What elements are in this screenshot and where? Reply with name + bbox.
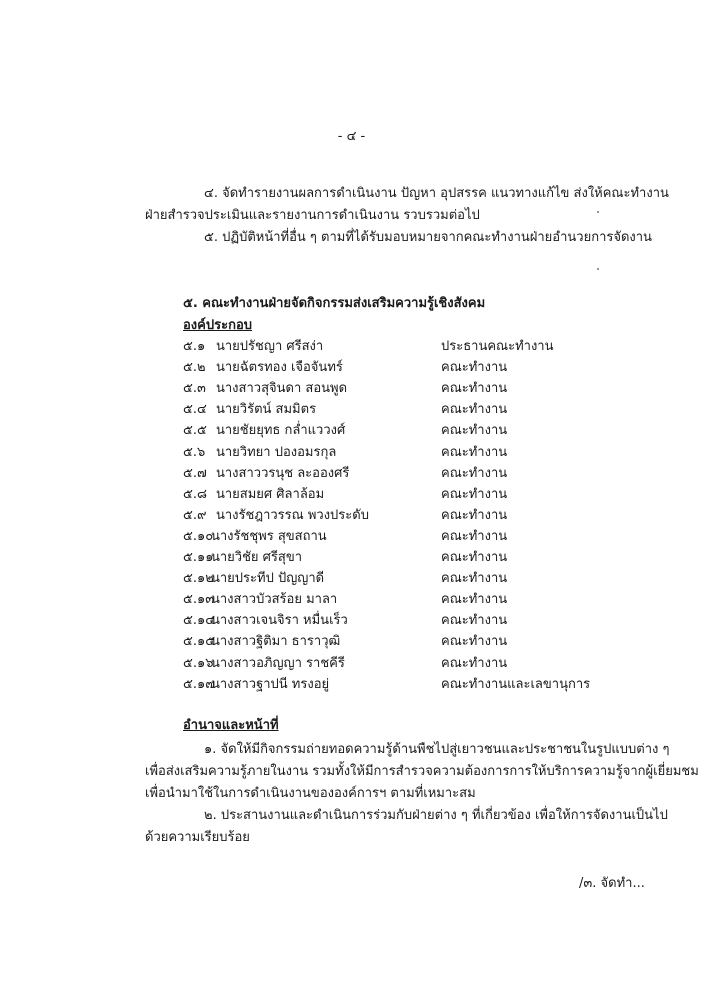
member-role: คณะทำงาน xyxy=(441,571,508,586)
scan-speck xyxy=(597,211,599,213)
member-role: คณะทำงาน xyxy=(441,529,508,544)
member-role: คณะทำงาน xyxy=(441,445,508,460)
member-number: ๕.๑๕ xyxy=(183,634,216,649)
member-number: ๕.๑๒ xyxy=(183,571,214,586)
member-number: ๕.๕ xyxy=(183,423,207,438)
intro-item4-line1: ๔. จัดทำรายงานผลการดำเนินงาน ปัญหา อุปสรรค แนวทางแก้ไข ส่งให้คณะทำงาน xyxy=(204,186,669,201)
member-number: ๕.๖ xyxy=(183,445,206,460)
member-number: ๕.๑๗ xyxy=(183,677,215,692)
duty1-line3: เพื่อนำมาใช้ในการดำเนินงานขององค์การฯ ตามที่เหมาะสม xyxy=(145,786,476,801)
section-title: ๕. คณะทำงานฝ่ายจัดกิจกรรมส่งเสริมความรู้เชิงสังคม xyxy=(183,296,486,311)
member-name: นางสาวเจนจิรา หมื่นเร็ว xyxy=(211,613,348,628)
member-name: นางรัชฎาวรรณ พวงประดับ xyxy=(216,508,369,523)
scan-speck xyxy=(597,268,599,270)
member-number: ๕.๑๓ xyxy=(183,592,215,607)
member-number: ๕.๒ xyxy=(183,360,206,375)
member-name: นางสาวอภิญญา ราชคีรี xyxy=(211,656,345,671)
member-role: คณะทำงาน xyxy=(441,508,508,523)
member-role: คณะทำงาน xyxy=(441,466,508,481)
member-role: คณะทำงาน xyxy=(441,613,508,628)
member-role: คณะทำงาน xyxy=(441,592,508,607)
duty1-line2: เพื่อส่งเสริมความรู้ภายในงาน รวมทั้งให้มีการสำรวจความต้องการการให้บริการความรู้จากผู้เยี่ยมชม xyxy=(145,764,699,779)
member-role: คณะทำงาน xyxy=(441,402,508,417)
member-number: ๕.๓ xyxy=(183,381,206,396)
member-role: ประธานคณะทำงาน xyxy=(441,339,554,354)
member-role: คณะทำงาน xyxy=(441,550,508,565)
member-role: คณะทำงาน xyxy=(441,423,508,438)
continuation-marker: /๓. จัดทำ... xyxy=(579,876,645,891)
member-name: นายประทีป ปัญญาดี xyxy=(211,571,325,586)
member-name: นายฉัตรทอง เจือจันทร์ xyxy=(216,360,343,375)
duty2-line1: ๒. ประสานงานและดำเนินการร่วมกับฝ่ายต่าง ๆ ที่เกี่ยวข้อง เพื่อให้การจัดงานเป็นไป xyxy=(204,808,668,823)
member-number: ๕.๔ xyxy=(183,402,207,417)
duty2-line2: ด้วยความเรียบร้อย xyxy=(145,830,250,845)
member-number: ๕.๘ xyxy=(183,487,208,502)
member-name: นางสาววรนุช ละอองศรี xyxy=(216,466,350,481)
member-role: คณะทำงาน xyxy=(441,487,508,502)
member-name: นายสมยศ ศิลาล้อม xyxy=(216,487,325,502)
member-name: นายวิทยา ปองอมรกุล xyxy=(216,445,337,460)
member-name: นายวิรัตน์ สมมิตร xyxy=(216,402,317,417)
member-name: นางรัชชุพร สุขสถาน xyxy=(211,529,327,544)
intro-item5: ๕. ปฏิบัติหน้าที่อื่น ๆ ตามที่ได้รับมอบหมายจากคณะทำงานฝ่ายอำนวยการจัดงาน xyxy=(204,230,652,245)
member-role: คณะทำงาน xyxy=(441,381,508,396)
member-number: ๕.๙ xyxy=(183,508,207,523)
member-role: คณะทำงาน xyxy=(441,634,508,649)
member-number: ๕.๑๑ xyxy=(183,550,214,565)
member-name: นางสาวบัวสร้อย มาลา xyxy=(211,592,338,607)
member-number: ๕.๑ xyxy=(183,339,206,354)
duty1-line1: ๑. จัดให้มีกิจกรรมถ่ายทอดความรู้ด้านพืชไปสู่เยาวชนและประชาชนในรูปแบบต่าง ๆ xyxy=(204,742,670,757)
member-number: ๕.๗ xyxy=(183,466,207,481)
member-role: คณะทำงานและเลขานุการ xyxy=(441,677,591,692)
member-number: ๕.๑๔ xyxy=(183,613,216,628)
member-role: คณะทำงาน xyxy=(441,656,508,671)
page-number: - ๔ - xyxy=(337,129,366,144)
member-name: นายชัยยุทธ กล่ำแววงศ์ xyxy=(216,423,346,438)
member-name: นายปรัชญา ศรีสง่า xyxy=(216,339,324,354)
intro-item4-line2: ฝ่ายสำรวจประเมินและรายงานการดำเนินงาน รวบรวมต่อไป xyxy=(145,208,480,223)
member-number: ๕.๑๖ xyxy=(183,656,214,671)
member-number: ๕.๑๐ xyxy=(183,529,214,544)
member-role: คณะทำงาน xyxy=(441,360,508,375)
member-name: นายวิชัย ศรีสุขา xyxy=(211,550,303,565)
member-name: นางสาวฐาปนี ทรงอยู่ xyxy=(211,677,330,692)
member-name: นางสาวฐิติมา ธาราวุฒิ xyxy=(211,634,341,649)
composition-heading: องค์ประกอบ xyxy=(183,318,252,333)
member-name: นางสาวสุจินดา สอนพูด xyxy=(216,381,348,396)
duties-heading: อำนาจและหน้าที่ xyxy=(183,718,279,733)
